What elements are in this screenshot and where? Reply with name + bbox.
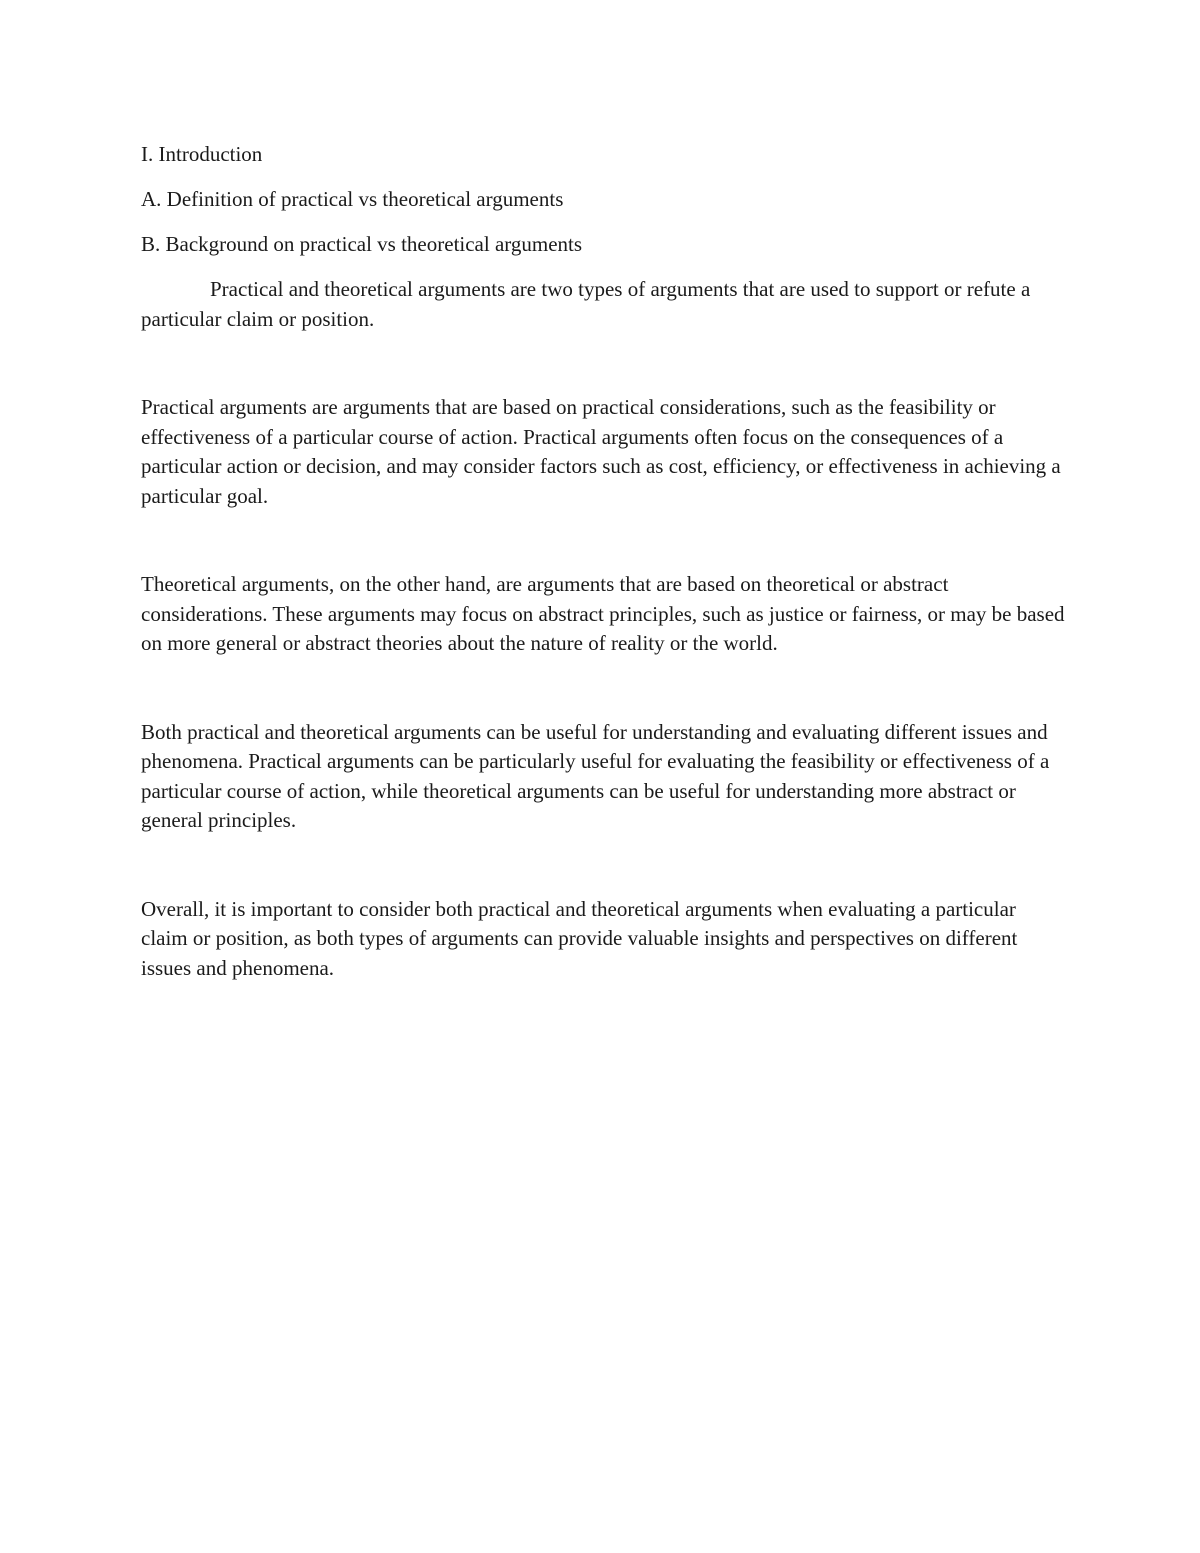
paragraph-theoretical: Theoretical arguments, on the other hand, are arguments that are based on theoretical or abstract considerations. These arguments may focus on abstract principles, such as justice or fairness, or may be based on more general or abstract theories about the nature of reality or the world. [141,572,1065,655]
paragraph-spacer [141,334,1066,393]
document-body [141,140,1066,983]
paragraph-overall: Overall, it is important to consider both practical and theoretical arguments when evaluating a particular claim or position, as both types of arguments can provide valuable insights and perspectives on different issues and phenomena. [141,896,1018,980]
outline-item-b: B. Background on practical vs theoretical arguments [141,232,583,256]
paragraph-spacer [141,511,1066,570]
section-heading: I. Introduction [141,142,263,166]
paragraph-spacer [141,659,1066,718]
paragraph-practical: Practical arguments are arguments that are based on practical considerations, such as the feasibility or effectiveness of a particular course of action. Practical arguments often focus on the consequences of a particular action or decision, and may consider factors such as cost, efficiency, or effectiveness in achieving a particular goal. [141,395,1061,508]
paragraph-both: Both practical and theoretical arguments can be useful for understanding and evaluating different issues and phenomena. Practical arguments can be particularly useful for evaluating the feasibility or effectiveness of a particular course of action, while theoretical arguments can be useful for understanding more abstract or general principles. [141,719,1050,832]
paragraph-spacer [141,836,1066,895]
outline-item-a: A. Definition of practical vs theoretical arguments [141,187,564,211]
paragraph-intro: Practical and theoretical arguments are two types of arguments that are used to support or refute a particular claim or position. [141,277,1031,331]
